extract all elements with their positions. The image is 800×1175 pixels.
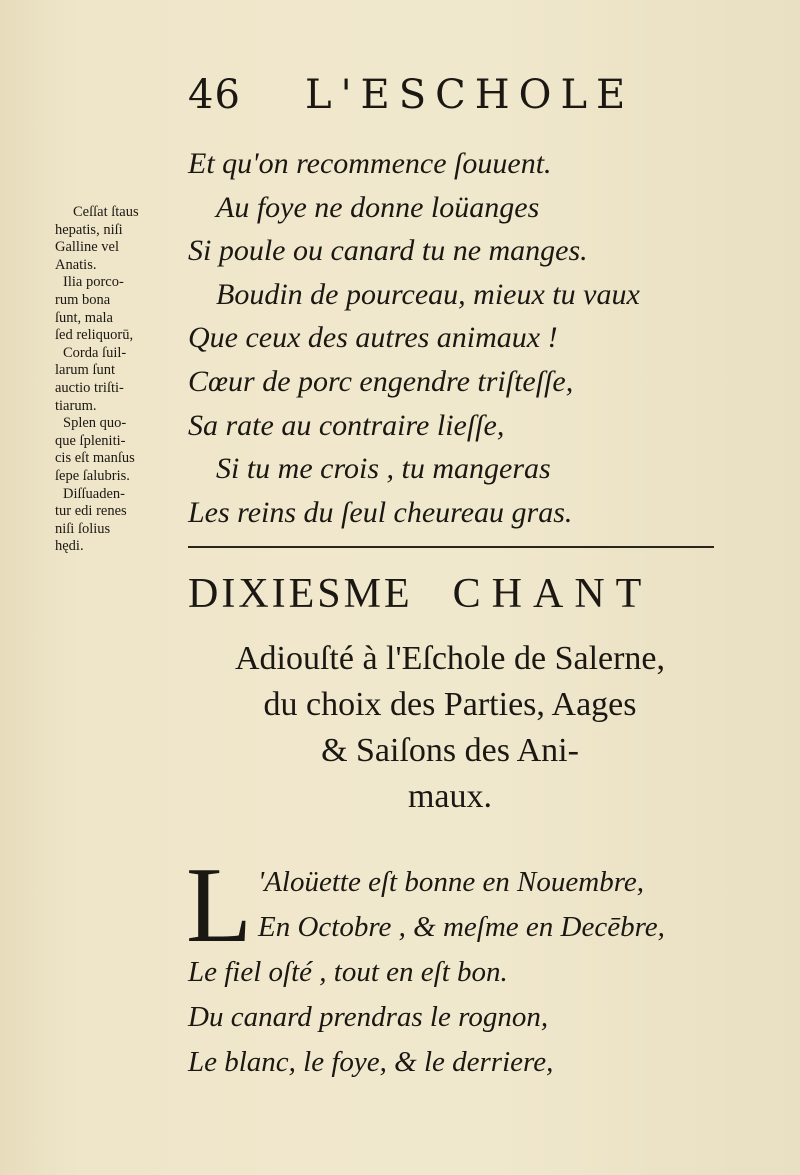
chapter-heading-word: CHANT	[452, 571, 653, 617]
margin-note-line: ſepe ſalubris.	[55, 467, 130, 484]
verse-line: Et qu'on recommence ſouuent.	[188, 147, 552, 180]
section-divider	[188, 546, 714, 548]
verse-line: 'Aloüette eſt bonne en Nouembre,	[258, 866, 645, 898]
verse-line: Le blanc, le foye, & le derriere,	[188, 1046, 554, 1078]
chapter-heading	[188, 570, 728, 618]
drop-cap: L	[186, 846, 252, 965]
page-number: 46	[188, 72, 241, 118]
verse-block-top	[188, 142, 748, 534]
margin-note-line: Ceſſat ſtaus	[73, 204, 139, 220]
verse-line: Cœur de porc engendre triſteſſe,	[188, 364, 574, 398]
margin-note-line: Galline vel	[55, 239, 120, 256]
margin-note-line: rum bona	[55, 291, 111, 308]
margin-note-line: tiarum.	[55, 397, 97, 414]
margin-note-line: niſi ſolius	[55, 520, 111, 537]
margin-notes	[55, 204, 183, 556]
verse-line: Du canard prendras le rognon,	[188, 1001, 549, 1033]
verse-line: Si tu me crois , tu mangeras	[216, 452, 551, 486]
verse-block-bottom	[188, 860, 748, 1085]
verse-line: En Octobre , & meſme en Decēbre,	[258, 911, 665, 943]
margin-note-line: Diſſuaden-	[63, 485, 126, 502]
chapter-heading-word: DIXIESME	[188, 571, 413, 617]
verse-line: Boudin de pourceau, mieux tu vaux	[216, 277, 640, 311]
subtitle-line: maux.	[407, 778, 493, 815]
chapter-subtitle	[160, 636, 740, 820]
verse-line: Les reins du ſeul cheureau gras.	[188, 495, 573, 529]
margin-note-line: que ſpleniti-	[55, 432, 126, 449]
subtitle-line: Adiouſté à l'Eſchole de Salerne,	[234, 640, 666, 677]
verse-line: Si poule ou canard tu ne manges.	[188, 234, 588, 268]
margin-note-line: hepatis, niſi	[55, 221, 123, 238]
margin-note-line: Ilia porco-	[63, 274, 124, 291]
margin-note-line: Splen quo-	[63, 415, 127, 432]
margin-note-line: hędi.	[55, 538, 84, 555]
margin-note-line: ſed reliquorū,	[55, 327, 134, 344]
margin-note-line: auctio triſti-	[55, 379, 124, 396]
margin-note-line: Anatis.	[55, 256, 97, 273]
margin-note-line: cis eſt manſus	[55, 450, 135, 467]
subtitle-line: du choix des Parties, Aages	[263, 686, 637, 723]
margin-note-line: Corda ſuil-	[63, 344, 127, 361]
subtitle-line: & Saiſons des Ani-	[321, 732, 579, 769]
margin-note-line: larum ſunt	[55, 362, 116, 379]
margin-note-line: ſunt, mala	[55, 309, 113, 326]
verse-line: Au foye ne donne loüanges	[216, 190, 540, 224]
verse-line: Le fiel oſté , tout en eſt bon.	[188, 956, 508, 988]
running-title: L'ESCHOLE	[305, 72, 635, 118]
verse-line: Que ceux des autres animaux !	[188, 321, 558, 355]
margin-note-line: tur edi renes	[55, 503, 127, 520]
verse-line: Sa rate au contraire lieſſe,	[188, 408, 505, 442]
